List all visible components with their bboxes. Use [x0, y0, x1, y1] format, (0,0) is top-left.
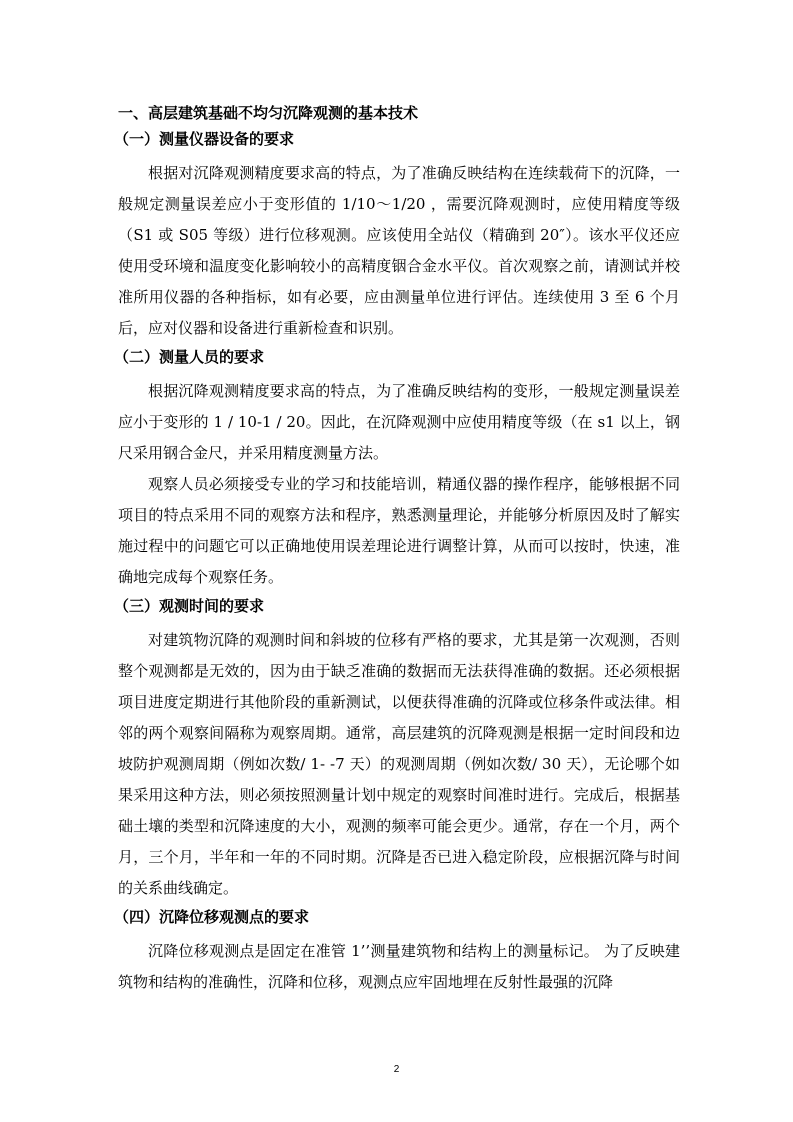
section-personnel [114, 344, 680, 593]
paragraph-instruments: 根据对沉降观测精度要求高的特点，为了准确反映结构在连续载荷下的沉降，一般规定测量误差应小于变形值的 1/10〜1/20 ，需要沉降观测时，应使用精度等级（S1 或 S05 等级）进行位移观测。应该使用全站仪（精确到 20″）。该水平仪还应使用受环境和温度变化影响较小的高精度铟合金水平仪。首次观察之前，请测试并校准所用仪器的各种指标，如有必要，应由测量单位进行评估。连续使用 3 至 6 个月后，应对仪器和设备进行重新检查和识别。 [118, 164, 680, 337]
section-instruments [114, 126, 680, 344]
paragraph-personnel-training: 观察人员必须接受专业的学习和技能培训，精通仪器的操作程序，能够根据不同项目的特点采用不同的观察方法和程序，熟悉测量理论，并能够分析原因及时了解实施过程中的问题它可以正确地使用误差理论进行调整计算，从而可以按时，快速，准确地完成每个观察任务。 [118, 475, 680, 586]
paragraph-timing: 对建筑物沉降的观测时间和斜坡的位移有严格的要求，尤其是第一次观测，否则整个观测都是无效的，因为由于缺乏准确的数据而无法获得准确的数据。还必须根据项目进度定期进行其他阶段的重新测试，以便获得准确的沉降或位移条件或法律。相邻的两个观察间隔称为观察周期。通常，高层建筑的沉降观测是根据一定时间段和边坡防护观测周期（例如次数/ 1- -7 天）的观测周期（例如次数/ 30 天），无论哪个如果采用这种方法，则必须按照测量计划中规定的观察时间准时进行。完成后，根据基础土壤的类型和沉降速度的大小，观测的频率可能会更少。通常，存在一个月，两个月，三个月，半年和一年的不同时期。沉降是否已进入稳定阶段，应根据沉降与时间的关系曲线确定。 [118, 631, 680, 897]
document-body [114, 100, 680, 998]
section-heading-observation-points: （四）沉降位移观测点的要求 [114, 908, 310, 926]
section-observation-points [114, 904, 680, 998]
paragraph-observation-points: 沉降位移观测点是固定在准管 1’’测量建筑物和结构上的测量标记。 为了反映建筑物和结构的准确性，沉降和位移，观测点应牢固地埋在反射性最强的沉降 [118, 942, 680, 991]
section-timing [114, 593, 680, 904]
section-heading-instruments: （一）测量仪器设备的要求 [114, 130, 295, 148]
page-number: 2 [393, 1064, 400, 1075]
section-heading-personnel: （二）测量人员的要求 [114, 348, 265, 366]
section-heading-timing: （三）观测时间的要求 [114, 597, 265, 615]
paragraph-personnel-accuracy: 根据沉降观测精度要求高的特点，为了准确反映结构的变形，一般规定测量误差应小于变形的 1 / 10-1 / 20。因此，在沉降观测中应使用精度等级（在 s1 以上，钢尺采用钢合金尺，并采用精度测量方法。 [118, 382, 680, 462]
document-title: 一、高层建筑基础不均匀沉降观测的基本技术 [118, 104, 419, 122]
